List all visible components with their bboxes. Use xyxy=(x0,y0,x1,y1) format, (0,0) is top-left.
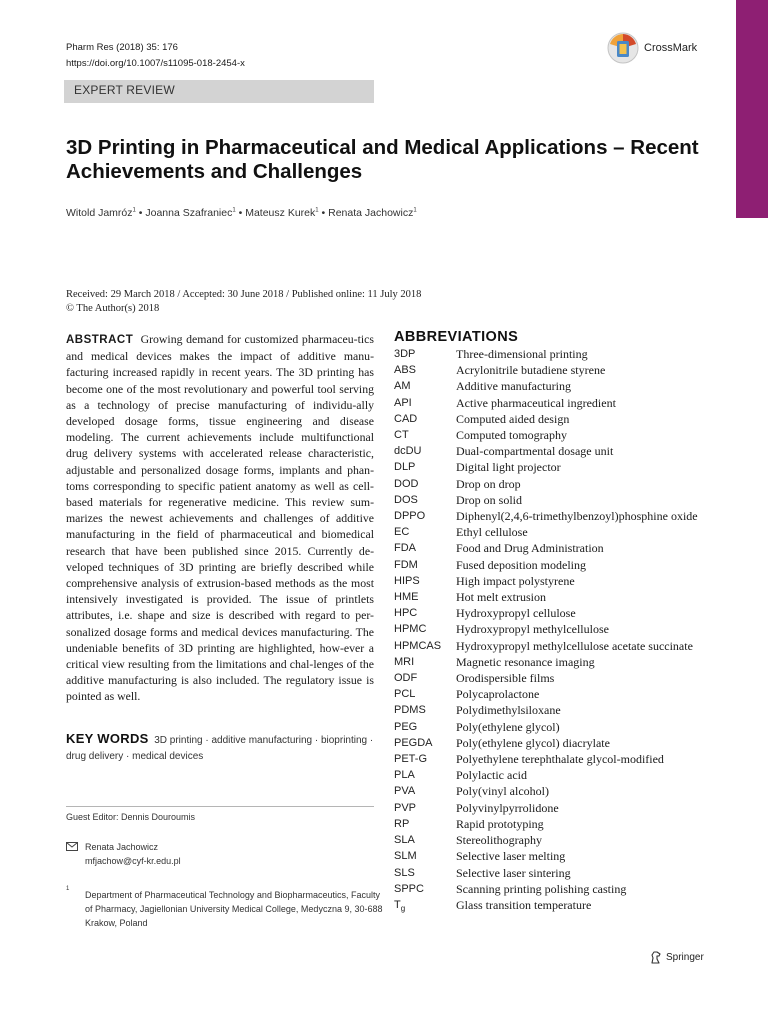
abbreviation-definition: Computed tomography xyxy=(456,428,567,443)
abbreviation-definition: Drop on solid xyxy=(456,492,522,507)
abbreviation-term: PLA xyxy=(394,769,415,782)
publisher-label: Springer xyxy=(666,952,704,963)
section-label: EXPERT REVIEW xyxy=(74,83,175,97)
accent-bar xyxy=(736,0,768,218)
article-title: 3D Printing in Pharmaceutical and Medical Applications – Recent Achievements and Challenges xyxy=(66,136,699,183)
abbreviation-term: AM xyxy=(394,380,411,393)
abbreviation-row xyxy=(394,865,734,881)
crossmark-icon xyxy=(607,32,639,64)
abbreviation-definition: Additive manufacturing xyxy=(456,379,571,394)
abbreviation-term: ODF xyxy=(394,672,418,685)
abbreviation-row xyxy=(394,719,734,735)
abbreviation-term: HIPS xyxy=(394,574,420,587)
abbreviation-definition: Food and Drug Administration xyxy=(456,541,604,556)
keywords xyxy=(66,731,374,765)
abbreviation-definition: Glass transition temperature xyxy=(456,897,592,912)
author-name[interactable]: Witold Jamróz xyxy=(66,207,133,219)
abbreviation-term: PEG xyxy=(394,720,418,733)
abbreviation-term: DOS xyxy=(394,493,418,506)
abbreviation-term: SLA xyxy=(394,834,415,847)
abbreviation-term: $T_g$ xyxy=(394,898,406,914)
abbreviation-definition: Dual-compartmental dosage unit xyxy=(456,444,614,459)
author-affiliation-marker: 1 xyxy=(232,207,236,214)
abbreviation-row xyxy=(394,686,734,702)
abbreviation-definition: Polydimethylsiloxane xyxy=(456,703,561,718)
abbreviation-term: HME xyxy=(394,591,419,604)
abbreviation-row xyxy=(394,638,734,654)
abbreviation-definition: Three-dimensional printing xyxy=(456,347,588,361)
abbreviation-row xyxy=(394,524,734,540)
abbreviation-term: HPMC xyxy=(394,623,427,636)
footnote-divider xyxy=(66,806,374,807)
abbreviation-term: SLM xyxy=(394,850,417,863)
abbreviation-term: PET-G xyxy=(394,753,428,766)
author-name[interactable]: Mateusz Kurek xyxy=(245,207,316,219)
abbreviation-term: PVP xyxy=(394,801,417,814)
abbreviation-definition: Polyvinylpyrrolidone xyxy=(456,800,559,815)
abbreviation-term: FDA xyxy=(394,542,416,555)
abbreviation-term: HPC xyxy=(394,607,418,620)
abbreviation-definition: Polylactic acid xyxy=(456,768,527,783)
abbreviation-row xyxy=(394,621,734,637)
abbreviation-term: dcDU xyxy=(394,445,422,458)
publication-dates xyxy=(66,288,421,316)
abbreviation-term: CAD xyxy=(394,412,418,425)
guest-editor-note: Guest Editor: Dennis Douroumis xyxy=(66,812,196,822)
abbreviation-definition: Hydroxypropyl cellulose xyxy=(456,606,576,621)
abbreviation-definition: Ethyl cellulose xyxy=(456,525,528,540)
author-name[interactable]: Joanna Szafraniec xyxy=(145,207,233,219)
abbreviation-term: DLP xyxy=(394,461,416,474)
abbreviation-row xyxy=(394,702,734,718)
abstract-text: Growing demand for customized pharmaceu-tics and medical devices makes the impact of additive manu-facturing increased rapidly in recent years. The 3D printing has become one of the most revolutionary and powerful tool serving as a technology of precise manufacturing of individu-ally developed dosage forms, tissue engineering and disease modeling. The current achievements include multifunctional drug delivery systems with accelerated release characteristic, adjustable and personalized dosage forms, implants and phan-toms corresponding to specific patient anatomy as well as cell-based materials for regenerative medicine. This review sum-marizes the newest achievements and challenges of additive manufacturing in the field of pharmaceutical and biomedical research that have been published since 2015. Currently de-veloped techniques of 3D printing are briefly described while comprehensive analysis of extrusion-based methods as the most intensively investigated is provided. The issue of printlets attributes, i.e. shape and size is described with regard to per-sonalized dosage forms and medical devices manufacturing. The undeniable benefits of 3D printing are highlighted, how-ever a critical view resulting from the limitations and chal-lenges of the additive manufacturing is also included. The regulatory issue is pointed as well. xyxy=(66,332,374,704)
abbreviations-heading: ABBREVIATIONS xyxy=(394,329,519,345)
author-affiliation-marker: 1 xyxy=(413,207,417,214)
abbreviation-row xyxy=(394,573,734,589)
abbreviation-row xyxy=(394,443,734,459)
author-separator: • xyxy=(235,207,246,219)
date-history: Received: 29 March 2018 / Accepted: 30 June 2018 / Published online: 11 July 2018 xyxy=(66,289,422,300)
keywords-heading: KEY WORDS xyxy=(66,731,149,746)
crossmark-label: CrossMark xyxy=(644,42,698,54)
abbreviation-row xyxy=(394,605,734,621)
abbreviation-term: PCL xyxy=(394,688,416,701)
abbreviation-row xyxy=(394,881,734,897)
abbreviation-term: MRI xyxy=(394,655,415,668)
abbreviation-term: PDMS xyxy=(394,704,426,717)
publisher-logo xyxy=(650,951,704,964)
abbreviation-term: ABS xyxy=(394,364,417,377)
abbreviation-row xyxy=(394,395,734,411)
abbreviation-row xyxy=(394,848,734,864)
springer-horse-icon xyxy=(650,951,662,964)
abbreviation-term: DPPO xyxy=(394,510,426,523)
abbreviation-definition: Hydroxypropyl methylcellulose xyxy=(456,622,609,637)
abstract-heading: ABSTRACT xyxy=(66,334,134,346)
abbreviation-row xyxy=(394,767,734,783)
abbreviation-row xyxy=(394,783,734,799)
author-separator: • xyxy=(318,207,329,219)
abbreviation-term: RP xyxy=(394,817,410,830)
abbreviation-definition: Polycaprolactone xyxy=(456,687,540,702)
abbreviation-term: CT xyxy=(394,429,409,442)
abbreviation-definition: Fused deposition modeling xyxy=(456,557,586,572)
abbreviation-definition: Hydroxypropyl methylcellulose acetate succinate xyxy=(456,638,693,653)
abbreviation-row xyxy=(394,378,734,394)
abbreviation-row xyxy=(394,654,734,670)
abbreviation-row xyxy=(394,508,734,524)
author-list xyxy=(66,207,417,219)
abbreviation-row xyxy=(394,557,734,573)
abbreviation-definition: Active pharmaceutical ingredient xyxy=(456,395,616,410)
abbreviation-definition: Acrylonitrile butadiene styrene xyxy=(456,363,606,378)
doi-link[interactable]: https://doi.org/10.1007/s11095-018-2454-x xyxy=(66,58,245,69)
abbreviation-term: 3DP xyxy=(394,348,416,360)
author-affiliation-marker: 1 xyxy=(315,207,319,214)
abbreviation-row xyxy=(394,540,734,556)
abbreviation-term: HPMCAS xyxy=(394,639,442,652)
abbreviation-row xyxy=(394,816,734,832)
abbreviations-list xyxy=(394,346,734,917)
abbreviation-definition: Digital light projector xyxy=(456,460,561,475)
abbreviation-row xyxy=(394,459,734,475)
author-affiliation-marker: 1 xyxy=(132,207,136,214)
abstract xyxy=(66,331,374,705)
abbreviation-row xyxy=(394,800,734,816)
abbreviation-definition: Rapid prototyping xyxy=(456,816,544,831)
affiliation: Department of Pharmaceutical Technology and Biopharmaceutics, Faculty of Pharmacy, Jagiellonian University Medical College, Medyczna 9, 30-688 Krakow, Poland xyxy=(85,890,383,928)
author-name[interactable]: Renata Jachowicz xyxy=(328,207,414,219)
abbreviation-definition: Selective laser melting xyxy=(456,849,566,864)
abbreviation-term: EC xyxy=(394,526,410,539)
correspondence-email[interactable]: mfjachow@cyf-kr.edu.pl xyxy=(85,856,181,866)
abbreviation-term: SLS xyxy=(394,866,415,879)
abbreviation-definition: Polyethylene terephthalate glycol-modified xyxy=(456,752,664,767)
envelope-icon xyxy=(66,842,78,851)
affiliation-marker: 1 xyxy=(66,886,70,892)
abbreviation-definition: Diphenyl(2,4,6-trimethylbenzoyl)phosphine oxide xyxy=(456,509,698,524)
abbreviation-row xyxy=(394,346,734,362)
keywords-text: 3D printing · additive manufacturing · bioprinting · drug delivery · medical devices xyxy=(66,735,374,762)
abbreviation-definition: Scanning printing polishing casting xyxy=(456,881,627,896)
abbreviation-definition: Hot melt extrusion xyxy=(456,590,546,605)
abbreviation-definition: Poly(vinyl alcohol) xyxy=(456,784,549,799)
abbreviation-row xyxy=(394,492,734,508)
abbreviation-row xyxy=(394,832,734,848)
copyright: © The Author(s) 2018 xyxy=(66,303,160,314)
abbreviation-definition: High impact polystyrene xyxy=(456,573,575,588)
journal-info xyxy=(66,40,245,72)
abbreviation-definition: Magnetic resonance imaging xyxy=(456,654,595,669)
abbreviation-definition: Computed aided design xyxy=(456,411,570,426)
abbreviation-definition: Orodispersible films xyxy=(456,671,555,686)
abbreviation-term: PEGDA xyxy=(394,736,433,749)
abbreviation-term: SPPC xyxy=(394,882,424,895)
author-separator: • xyxy=(135,207,146,219)
abbreviation-row xyxy=(394,427,734,443)
section-bar xyxy=(64,80,374,103)
abbreviation-term: DOD xyxy=(394,477,419,490)
abbreviation-definition: Poly(ethylene glycol) diacrylate xyxy=(456,735,610,750)
abbreviation-row xyxy=(394,476,734,492)
correspondence-name: Renata Jachowicz xyxy=(85,842,159,852)
abbreviation-term: API xyxy=(394,396,412,409)
abbreviation-row xyxy=(394,751,734,767)
abbreviation-row xyxy=(394,411,734,427)
abbreviation-row xyxy=(394,670,734,686)
abbreviation-definition: Drop on drop xyxy=(456,476,521,491)
abbreviation-row xyxy=(394,897,734,917)
abbreviation-definition: Stereolithography xyxy=(456,833,542,848)
abbreviation-row xyxy=(394,362,734,378)
abbreviation-definition: Selective laser sintering xyxy=(456,865,571,880)
abbreviation-row xyxy=(394,589,734,605)
abbreviation-row xyxy=(394,735,734,751)
crossmark-badge[interactable] xyxy=(607,32,697,64)
journal-citation: Pharm Res (2018) 35: 176 xyxy=(66,42,178,53)
abbreviation-term: FDM xyxy=(394,558,418,571)
abbreviation-definition: Poly(ethylene glycol) xyxy=(456,719,560,734)
abbreviation-term: PVA xyxy=(394,785,416,798)
